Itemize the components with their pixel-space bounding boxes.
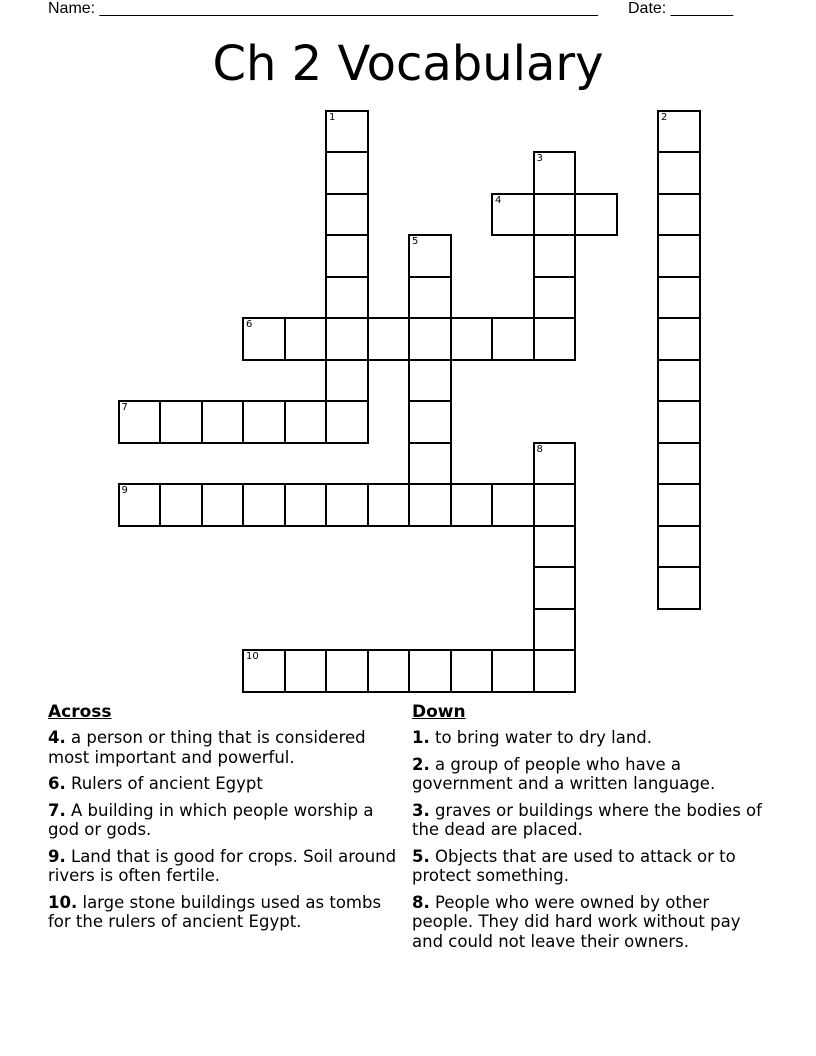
down-heading: Down [412, 702, 466, 722]
clue-text: Objects that are used to attack or to protect something. [412, 846, 736, 885]
grid-cell[interactable] [657, 483, 701, 527]
clue-number-label: 5 [412, 236, 419, 247]
grid-cell[interactable] [201, 483, 245, 527]
grid-cell[interactable] [533, 234, 577, 278]
clue-text: to bring water to dry land. [435, 728, 653, 747]
grid-cell[interactable] [367, 317, 411, 361]
clue-text: People who were owned by other people. They did hard work without pay and could not leave their owners. [412, 892, 741, 951]
clue-number-label: 8 [536, 443, 543, 455]
clue-down-5 [412, 847, 767, 886]
grid-cell[interactable] [284, 317, 328, 361]
grid-cell[interactable] [533, 649, 577, 693]
clue-text: Land that is good for crops. Soil around rivers is often fertile. [48, 846, 397, 885]
grid-cell[interactable] [325, 649, 369, 693]
grid-cell[interactable] [159, 483, 203, 527]
clue-text: Rulers of ancient Egypt [71, 774, 263, 793]
clue-across-4 [48, 728, 403, 767]
clue-number-label: 2 [661, 111, 668, 123]
grid-cell[interactable] [657, 400, 701, 444]
grid-cell[interactable] [159, 400, 203, 444]
clue-down-2 [412, 755, 767, 794]
clue-number-label: 1 [329, 111, 336, 123]
grid-cell[interactable] [533, 483, 577, 527]
grid-cell[interactable] [657, 234, 701, 278]
grid-cell[interactable] [450, 483, 494, 527]
grid-cell[interactable] [491, 317, 535, 361]
clue-number-label: 10 [246, 651, 259, 662]
clue-number: 3. [412, 800, 430, 820]
grid-cell[interactable] [657, 566, 701, 610]
grid-cell[interactable] [491, 649, 535, 693]
grid-cell[interactable] [533, 566, 577, 610]
grid-cell[interactable] [284, 483, 328, 527]
grid-cell[interactable] [201, 400, 245, 444]
grid-cell[interactable] [408, 483, 452, 527]
across-heading: Across [48, 702, 112, 722]
grid-cell[interactable] [325, 483, 369, 527]
clue-number: 8. [412, 892, 430, 912]
across-clue-list [48, 728, 403, 932]
grid-cell[interactable] [657, 359, 701, 403]
down-clues [412, 701, 767, 958]
clue-number: 4. [48, 728, 66, 747]
grid-cell[interactable] [242, 649, 286, 693]
grid-cell[interactable] [325, 110, 369, 154]
grid-cell[interactable] [325, 400, 369, 444]
grid-cell[interactable] [657, 525, 701, 569]
grid-cell[interactable] [491, 483, 535, 527]
clue-text: large stone buildings used as tombs for the rulers of ancient Egypt. [48, 892, 382, 931]
grid-cell[interactable] [657, 193, 701, 237]
clue-down-3 [412, 801, 767, 840]
clue-number-label: 4 [495, 194, 502, 206]
grid-cell[interactable] [657, 317, 701, 361]
clue-number-label: 9 [121, 485, 128, 496]
clue-across-7 [48, 801, 403, 840]
across-clues [48, 701, 403, 939]
grid-cell[interactable] [118, 483, 162, 527]
grid-cell[interactable] [242, 400, 286, 444]
grid-cell[interactable] [408, 234, 452, 278]
clue-number: 9. [48, 846, 66, 866]
grid-cell[interactable] [657, 442, 701, 486]
date-field[interactable]: Date: _______ [628, 0, 733, 17]
grid-cell[interactable] [367, 483, 411, 527]
grid-cell[interactable] [657, 110, 701, 154]
grid-cell[interactable] [325, 151, 369, 195]
clue-text: graves or buildings where the bodies of the dead are placed. [412, 800, 762, 839]
grid-cell[interactable] [533, 276, 577, 320]
clue-across-6 [48, 774, 403, 794]
grid-cell[interactable] [118, 400, 162, 444]
grid-cell[interactable] [533, 193, 577, 237]
grid-cell[interactable] [574, 193, 618, 237]
grid-cell[interactable] [450, 649, 494, 693]
grid-cell[interactable] [408, 359, 452, 403]
name-field[interactable]: Name: ________________________________________________________ [48, 0, 598, 17]
clue-number: 6. [48, 774, 66, 793]
grid-cell[interactable] [325, 317, 369, 361]
grid-cell[interactable] [242, 483, 286, 527]
grid-cell[interactable] [284, 400, 328, 444]
grid-cell[interactable] [491, 193, 535, 237]
clue-across-10 [48, 893, 403, 932]
page-title: Ch 2 Vocabulary [212, 36, 604, 92]
clue-number: 10. [48, 892, 78, 912]
grid-cell[interactable] [533, 442, 577, 486]
clue-number: 7. [48, 800, 66, 820]
grid-cell[interactable] [408, 649, 452, 693]
grid-cell[interactable] [408, 276, 452, 320]
clue-text: A building in which people worship a god or gods. [48, 800, 374, 839]
grid-cell[interactable] [242, 317, 286, 361]
grid-cell[interactable] [450, 317, 494, 361]
grid-cell[interactable] [325, 359, 369, 403]
grid-cell[interactable] [533, 525, 577, 569]
grid-cell[interactable] [533, 608, 577, 652]
clue-number: 2. [412, 754, 430, 774]
clue-down-1 [412, 728, 767, 748]
clue-text: a group of people who have a government and a written language. [412, 754, 716, 793]
grid-cell[interactable] [325, 276, 369, 320]
clue-number: 1. [412, 728, 430, 747]
grid-cell[interactable] [408, 400, 452, 444]
grid-cell[interactable] [533, 151, 577, 195]
grid-cell[interactable] [657, 276, 701, 320]
down-clue-list [412, 728, 767, 951]
grid-cell[interactable] [408, 442, 452, 486]
clue-across-9 [48, 847, 403, 886]
clue-down-8 [412, 893, 767, 952]
clue-text: a person or thing that is considered most important and powerful. [48, 728, 366, 767]
clue-number-label: 6 [246, 319, 253, 330]
grid-cell[interactable] [408, 317, 452, 361]
clue-number-label: 3 [536, 153, 543, 164]
grid-cell[interactable] [325, 234, 369, 278]
clue-number-label: 7 [121, 402, 128, 413]
grid-cell[interactable] [284, 649, 328, 693]
grid-cell[interactable] [367, 649, 411, 693]
grid-cell[interactable] [657, 151, 701, 195]
clue-number: 5. [412, 846, 430, 866]
grid-cell[interactable] [533, 317, 577, 361]
grid-cell[interactable] [325, 193, 369, 237]
